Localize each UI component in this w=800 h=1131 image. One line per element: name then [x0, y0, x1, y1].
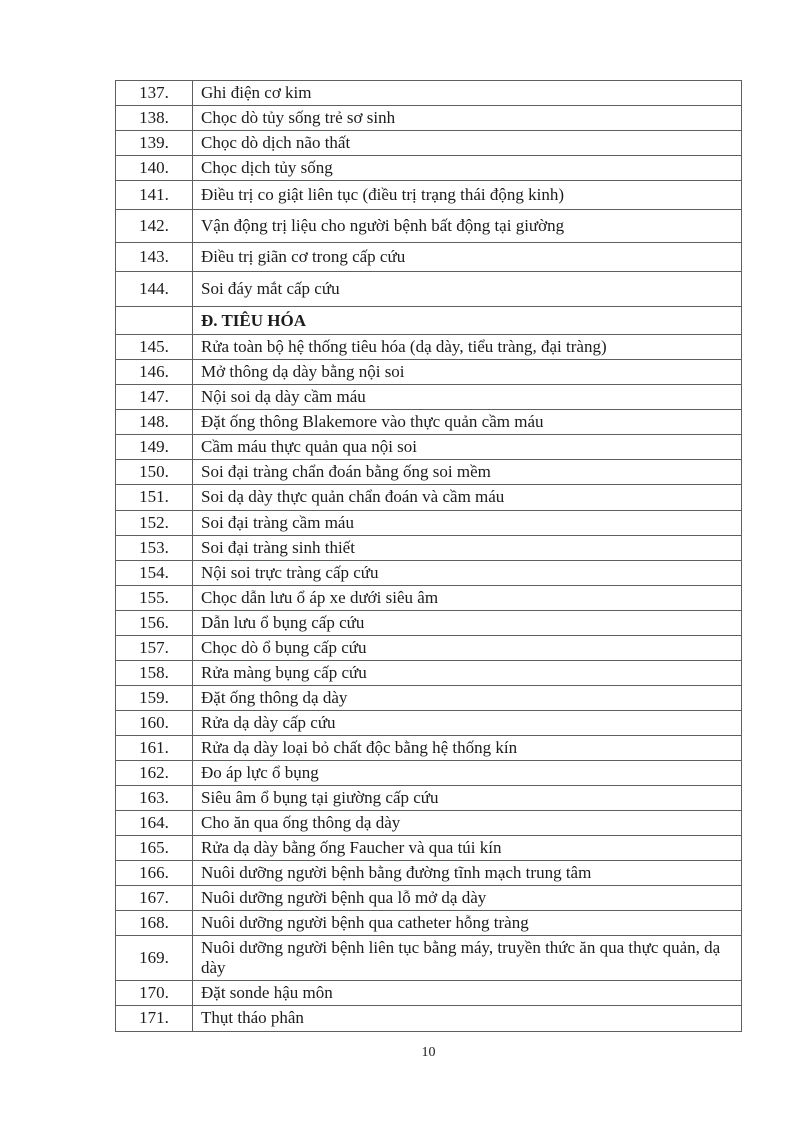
procedure-name: Đặt ống thông dạ dày — [201, 687, 348, 707]
procedure-name: Điều trị giãn cơ trong cấp cứu — [201, 247, 406, 267]
row-number-cell: 169. — [116, 936, 193, 980]
procedure-name: Ghi điện cơ kim — [201, 83, 312, 102]
procedure-name: Nuôi dưỡng người bệnh liên tục bằng máy, truyền thức ăn qua thực quản, dạ dày — [201, 938, 721, 978]
row-number-cell: 160. — [116, 711, 193, 735]
procedure-name: Nội soi dạ dày cầm máu — [201, 387, 366, 407]
procedure-name: Chọc dẫn lưu ổ áp xe dưới siêu âm — [201, 587, 439, 607]
table-row — [116, 761, 741, 786]
row-number-cell: 139. — [116, 131, 193, 155]
table-row — [116, 861, 741, 886]
table-row — [116, 335, 741, 360]
row-number-cell: 141. — [116, 181, 193, 209]
row-number-cell: 143. — [116, 243, 193, 271]
row-number-cell: 167. — [116, 886, 193, 910]
row-number-cell: 152. — [116, 511, 193, 535]
procedure-name: Vận động trị liệu cho người bệnh bất động tại giường — [201, 216, 565, 236]
row-number-cell: 162. — [116, 761, 193, 785]
row-number-cell: 156. — [116, 611, 193, 635]
procedure-name: Nội soi trực tràng cấp cứu — [201, 562, 379, 582]
row-number-cell: 163. — [116, 786, 193, 810]
section-title: Đ. TIÊU HÓA — [201, 310, 307, 330]
procedure-name: Đo áp lực ổ bụng — [201, 762, 319, 782]
row-number-cell: 171. — [116, 1006, 193, 1030]
table-row — [116, 686, 741, 711]
table-row — [116, 1006, 741, 1031]
procedure-table — [115, 80, 742, 1032]
row-number-cell: 157. — [116, 636, 193, 660]
procedure-name: Nuôi dưỡng người bệnh bằng đường tĩnh mạch trung tâm — [201, 863, 592, 883]
row-number-cell: 142. — [116, 210, 193, 242]
procedure-name: Chọc dò tủy sống trẻ sơ sinh — [201, 108, 396, 128]
table-row — [116, 435, 741, 460]
row-number-cell: 149. — [116, 435, 193, 459]
table-row — [116, 181, 741, 210]
row-number-cell: 153. — [116, 536, 193, 560]
procedure-name: Rửa dạ dày cấp cứu — [201, 712, 336, 732]
table-row — [116, 131, 741, 156]
row-number-cell: 150. — [116, 460, 193, 484]
table-row — [116, 736, 741, 761]
procedure-name: Đặt sonde hậu môn — [201, 983, 333, 1003]
row-number-cell: 165. — [116, 836, 193, 860]
table-row — [116, 460, 741, 485]
table-row — [116, 936, 741, 981]
procedure-name: Chọc dò dịch não thất — [201, 133, 351, 153]
row-number-cell: 148. — [116, 410, 193, 434]
row-number-cell: 137. — [116, 81, 193, 105]
row-number-cell: 140. — [116, 156, 193, 180]
row-number-cell — [116, 307, 193, 334]
procedure-name: Rửa màng bụng cấp cứu — [201, 662, 367, 682]
table-row — [116, 886, 741, 911]
procedure-name: Thụt tháo phân — [201, 1008, 304, 1028]
row-number-cell: 138. — [116, 106, 193, 130]
row-number-cell: 146. — [116, 360, 193, 384]
row-number-cell: 145. — [116, 335, 193, 359]
row-number-cell: 144. — [116, 272, 193, 306]
procedure-name: Siêu âm ổ bụng tại giường cấp cứu — [201, 788, 439, 808]
row-number-cell: 168. — [116, 911, 193, 935]
procedure-name: Soi đại tràng chẩn đoán bằng ống soi mềm — [201, 462, 491, 482]
table-row — [116, 786, 741, 811]
table-row — [116, 586, 741, 611]
procedure-name: Đặt ống thông Blakemore vào thực quản cầm máu — [201, 412, 544, 432]
row-number-cell: 170. — [116, 981, 193, 1005]
procedure-name: Chọc dò ổ bụng cấp cứu — [201, 637, 367, 657]
procedure-name: Dẫn lưu ổ bụng cấp cứu — [201, 612, 365, 632]
row-number-cell: 161. — [116, 736, 193, 760]
table-row — [116, 385, 741, 410]
table-row — [116, 243, 741, 272]
procedure-name: Rửa toàn bộ hệ thống tiêu hóa (dạ dày, tiểu tràng, đại tràng) — [201, 337, 607, 357]
table-row — [116, 561, 741, 586]
table-row — [116, 611, 741, 636]
procedure-name: Rửa dạ dày bằng ống Faucher và qua túi kín — [201, 838, 502, 858]
table-row — [116, 636, 741, 661]
procedure-name: Soi đại tràng sinh thiết — [201, 537, 355, 557]
table-row — [116, 360, 741, 385]
table-row — [116, 811, 741, 836]
table-row — [116, 536, 741, 561]
table-row — [116, 106, 741, 131]
page-number: 10 — [421, 1045, 436, 1060]
table-row — [116, 911, 741, 936]
row-number-cell: 154. — [116, 561, 193, 585]
procedure-name: Soi dạ dày thực quản chẩn đoán và cầm máu — [201, 487, 505, 507]
row-number-cell: 166. — [116, 861, 193, 885]
procedure-name: Chọc dịch tủy sống — [201, 158, 333, 178]
section-header-row — [116, 307, 741, 335]
table-row — [116, 81, 741, 106]
row-number-cell: 159. — [116, 686, 193, 710]
procedure-name: Cho ăn qua ống thông dạ dày — [201, 813, 401, 833]
procedure-name: Nuôi dưỡng người bệnh qua catheter hỗng tràng — [201, 913, 529, 933]
procedure-name: Soi đại tràng cầm máu — [201, 512, 354, 532]
table-row — [116, 511, 741, 536]
table-row — [116, 981, 741, 1006]
table-row — [116, 836, 741, 861]
row-number-cell: 147. — [116, 385, 193, 409]
row-number-cell: 158. — [116, 661, 193, 685]
table-row — [116, 410, 741, 435]
procedure-name: Soi đáy mắt cấp cứu — [201, 279, 340, 299]
row-number-cell: 164. — [116, 811, 193, 835]
row-number-cell: 155. — [116, 586, 193, 610]
procedure-name: Rửa dạ dày loại bỏ chất độc bằng hệ thống kín — [201, 737, 518, 757]
table-row — [116, 272, 741, 307]
procedure-name: Nuôi dưỡng người bệnh qua lỗ mở dạ dày — [201, 888, 487, 908]
table-row — [116, 661, 741, 686]
procedure-name: Cầm máu thực quản qua nội soi — [201, 437, 418, 457]
table-row — [116, 210, 741, 243]
row-number-cell: 151. — [116, 485, 193, 509]
table-row — [116, 711, 741, 736]
table-row — [116, 156, 741, 181]
table-row — [116, 485, 741, 510]
procedure-name: Điều trị co giật liên tục (điều trị trạng thái động kinh) — [201, 185, 565, 205]
procedure-name: Mở thông dạ dày bằng nội soi — [201, 362, 405, 382]
